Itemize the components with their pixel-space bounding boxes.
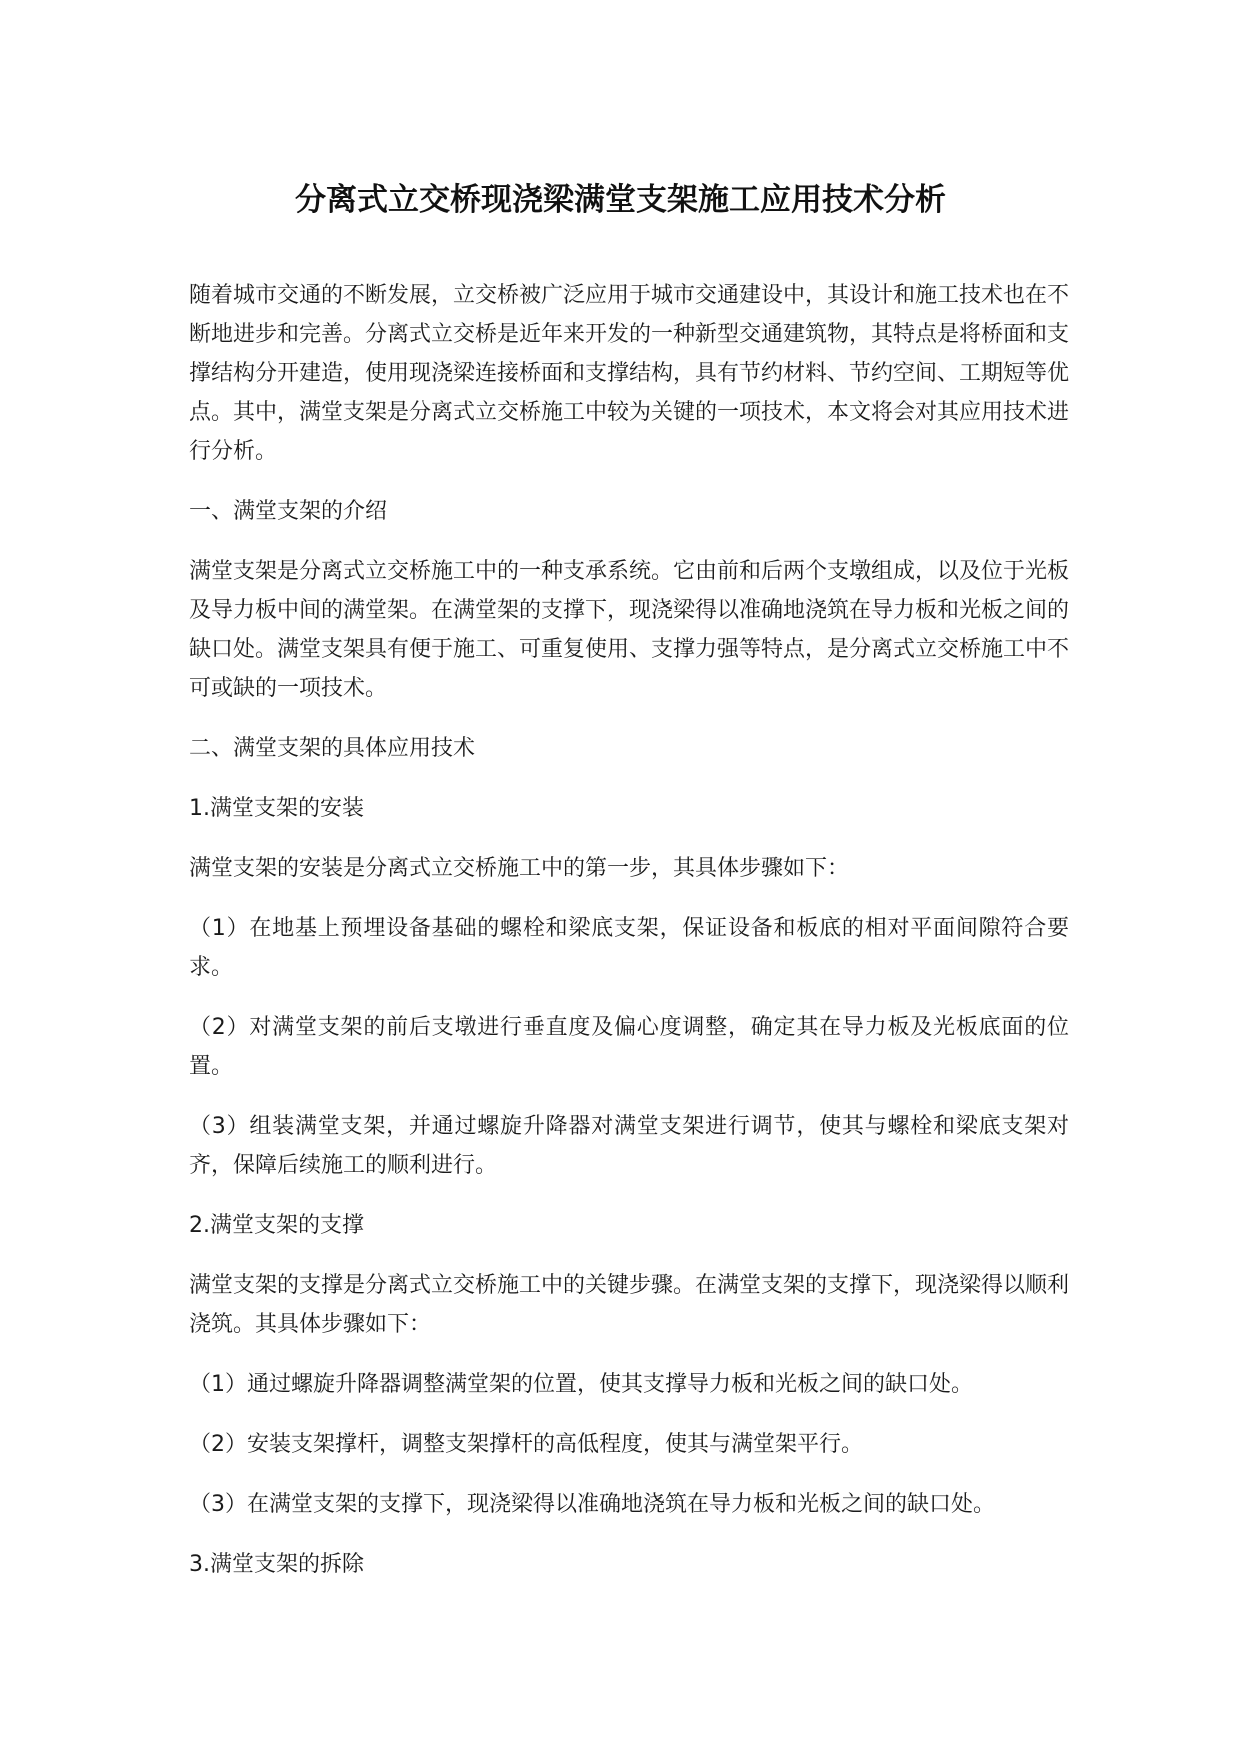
support-step-3: （3）在满堂支架的支撑下，现浇梁得以准确地浇筑在导力板和光板之间的缺口处。 xyxy=(189,1492,995,1517)
subsection-heading-install: 1.满堂支架的安装 xyxy=(189,796,364,821)
install-intro-paragraph: 满堂支架的安装是分离式立交桥施工中的第一步，其具体步骤如下： xyxy=(189,856,850,881)
support-step-1: （1）通过螺旋升降器调整满堂架的位置，使其支撑导力板和光板之间的缺口处。 xyxy=(189,1372,973,1397)
support-intro-paragraph: 满堂支架的支撑是分离式立交桥施工中的关键步骤。在满堂支架的支撑下，现浇梁得以顺利浇筑。其具体步骤如下： xyxy=(189,1273,1070,1337)
support-step-2: （2）安装支架撑杆，调整支架撑杆的高低程度，使其与满堂架平行。 xyxy=(189,1432,863,1457)
subsection-heading-support: 2.满堂支架的支撑 xyxy=(189,1213,364,1238)
install-step-1: （1）在地基上预埋设备基础的螺栓和梁底支架，保证设备和板底的相对平面间隙符合要求。 xyxy=(189,916,1069,980)
section-heading-1: 一、满堂支架的介绍 xyxy=(189,499,388,524)
document-body xyxy=(189,276,1069,1605)
intro-paragraph: 随着城市交通的不断发展，立交桥被广泛应用于城市交通建设中，其设计和施工技术也在不断地进步和完善。分离式立交桥是近年来开发的一种新型交通建筑物，其特点是将桥面和支撑结构分开建造，使用现浇梁连接桥面和支撑结构，具有节约材料、节约空间、工期短等优点。其中，满堂支架是分离式立交桥施工中较为关键的一项技术，本文将会对其应用技术进行分析。 xyxy=(189,283,1070,464)
section-1-paragraph: 满堂支架是分离式立交桥施工中的一种支承系统。它由前和后两个支墩组成，以及位于光板及导力板中间的满堂架。在满堂架的支撑下，现浇梁得以准确地浇筑在导力板和光板之间的缺口处。满堂支架具有便于施工、可重复使用、支撑力强等特点，是分离式立交桥施工中不可或缺的一项技术。 xyxy=(189,559,1070,701)
section-heading-2: 二、满堂支架的具体应用技术 xyxy=(189,736,476,761)
subsection-heading-removal: 3.满堂支架的拆除 xyxy=(189,1552,364,1577)
document-title: 分离式立交桥现浇梁满堂支架施工应用技术分析 xyxy=(295,182,946,218)
install-step-3: （3）组装满堂支架，并通过螺旋升降器对满堂支架进行调节，使其与螺栓和梁底支架对齐，保障后续施工的顺利进行。 xyxy=(189,1114,1069,1178)
install-step-2: （2）对满堂支架的前后支墩进行垂直度及偏心度调整，确定其在导力板及光板底面的位置。 xyxy=(189,1015,1069,1079)
